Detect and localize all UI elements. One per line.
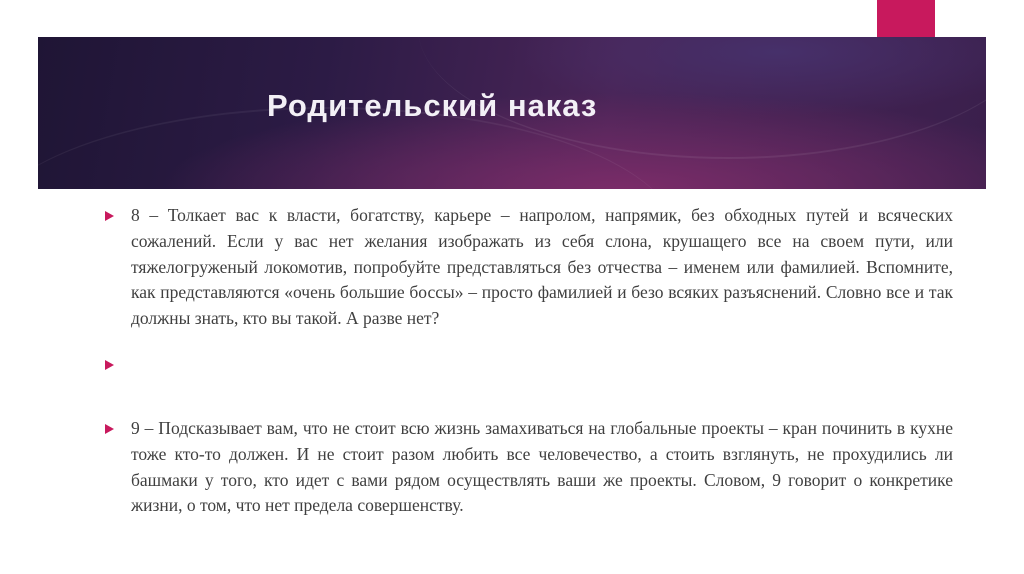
bullet-text: 8 – Толкает вас к власти, богатству, карьере – напролом, напрямик, без обходных путей и всяческих сожалений. Если у вас нет желания изображать из себя слона, крушащего все на своем пути, или тяжелогруженый локомотив, попробуйте представляться без отчества – именем или фамилией. Вспомните, как представляются «очень большие боссы» – просто фамилией и безо всяких разъяснений. Словно все и так должны знать, кто вы такой. А разве нет? [131,205,953,329]
title-band [38,37,986,189]
triangle-bullet-icon [105,211,114,221]
bullet-item [103,203,953,332]
bullet-text: 9 – Подсказывает вам, что не стоит всю жизнь замахиваться на глобальные проекты – кран починить в кухне тоже кто-то должен. И не стоит разом любить все человечество, а стоить взглянуть, не прохудились ли башмаки у того, кто идет с вами рядом осуществлять ваши же проекты. Словом, 9 говорит о конкретике жизни, о том, что нет предела совершенству. [131,417,953,516]
triangle-bullet-icon [105,424,114,434]
slide-title: Родительский наказ [267,88,598,123]
bullet-text [131,352,953,378]
triangle-bullet-icon [105,360,114,370]
bullet-item [103,416,953,519]
bullet-item [103,352,953,378]
bullet-list [103,203,953,519]
